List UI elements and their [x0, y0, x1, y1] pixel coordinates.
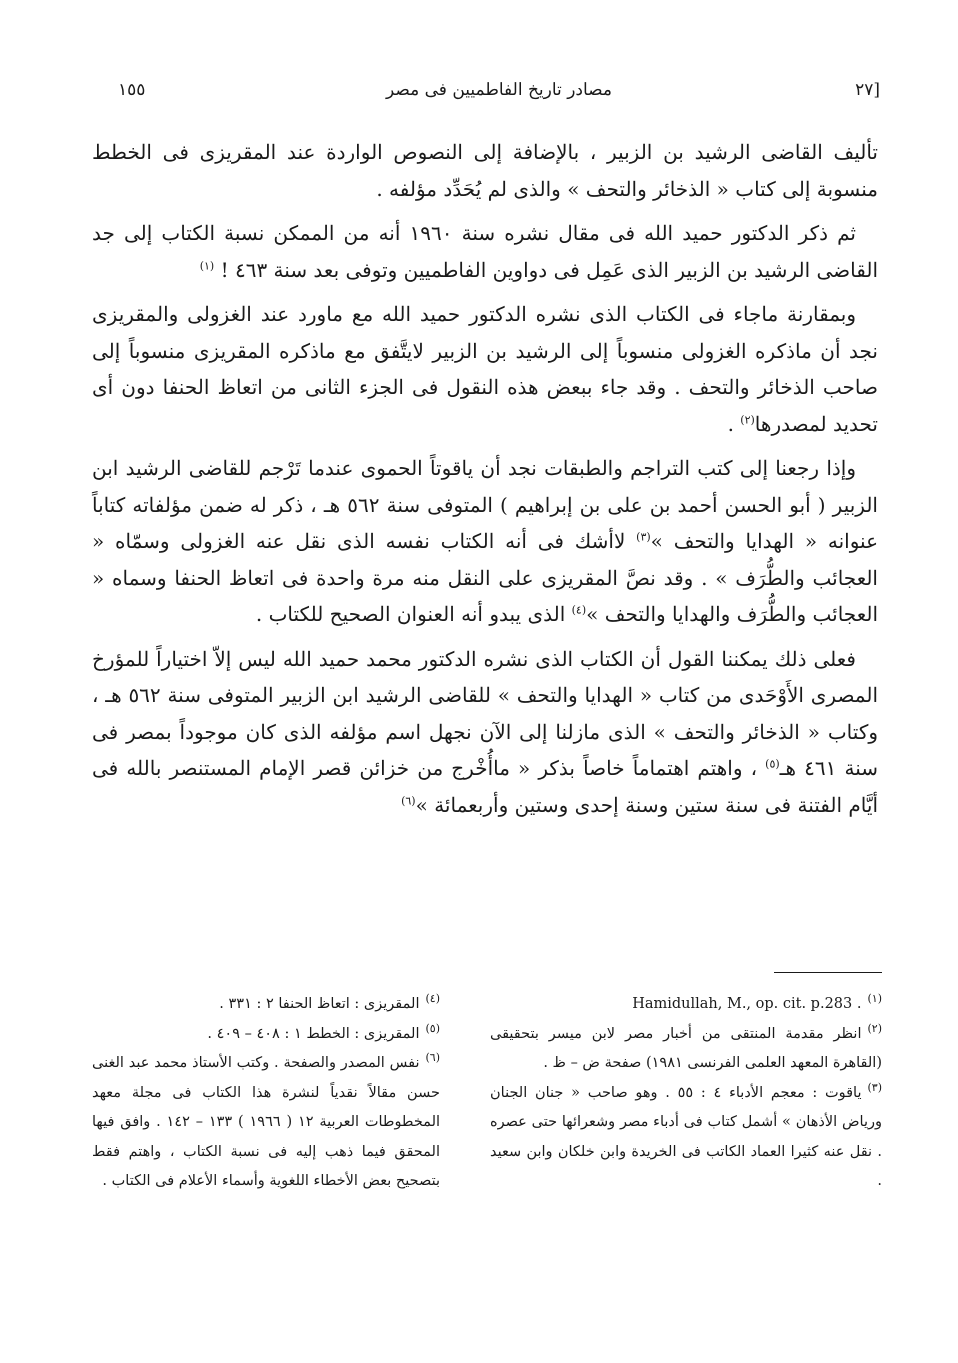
footnotes-left-column: [92, 990, 440, 1197]
paragraph: وبمقارنة ماجاء فى الكتاب الذى نشره الدكتور حميد الله مع ماورد عند الغزولى والمقريزى نجد أن ماذكره الغزولى منسوباً إلى الرشيد بن الزبير لايتَّفق مع ماذكره المقريزى منسوباً إلى صاحب الذخائر والتحف . وقد جاء ببعض هذه النقول فى الجزء الثانى من اتعاظ الحنفا دون أى تحديد لمصدرها$^{(٢)}$ .: [92, 302, 878, 436]
main-text: [92, 134, 878, 831]
paragraph: ثم ذكر الدكتور حميد الله فى مقال نشره سنة ١٩٦٠ أنه من الممكن نسبة الكتاب إلى جد القاضى الرشيد بن الزبير الذى عَمِل فى دواوين الفاطميين وتوفى بعد سنة ٤٦٣ ! $^{(١)}$: [92, 221, 878, 282]
footnote: $^{(١)}$Hamidullah, M., op. cit. p.283 .: [632, 992, 882, 1012]
footnote-ref: (٣): [636, 530, 651, 544]
running-title: مصادر تاريخ الفاطميين فى مصر: [385, 80, 612, 100]
footnote-ref: (٦): [401, 793, 416, 807]
footnote-ref: (٥): [765, 757, 780, 771]
footnote-ref: (٢): [740, 412, 755, 426]
footnote-ref: (١): [199, 258, 215, 272]
footnotes-right-column: [490, 990, 882, 1197]
chapter-marker: [٢٧: [855, 80, 880, 100]
footnote: $^{(٦)}$نفس المصدر والصفحة . وكتب الأستاذ محمد عبد الغنى حسن مقالاً نقدياً لنشرة هذا الكتاب فى مجلة معهد المخطوطات العربية ١٢ ( ١٩٦٦ ) ١٣٣ – ١٤٢ . وافق فيها المحقق فيما ذهب إليه فى نسبة الكتاب ، واهتم فقط بتصحيح بعض الأخطاء اللغوية وأسماء الأعلام فى الكتاب .: [92, 1051, 441, 1189]
footnote-separator: [774, 972, 882, 973]
page-number: ١٥٥: [118, 80, 146, 100]
footnote: $^{(٢)}$انظر مقدمة المنتقى من أخبار مصر لابن ميسر بتحقيقى (القاهرة المعهد العلمى الفرنسى ١٩٨١) صفحة ض – ظ .: [490, 1021, 882, 1071]
footnote-ref: (٤): [571, 603, 587, 617]
paragraph: فعلى ذلك يمكننا القول أن الكتاب الذى نشره الدكتور محمد حميد الله ليس إلاّ اختياراً للمؤرخ المصرى الأَوْحَدى من كتاب « الهدايا والتحف » للقاضى الرشيد ابن الزبير المتوفى سنة ٥٦٢ هـ ، وكتاب « الذخائر والتحف » الذى مازلنا إلى الآن نجهل اسم مؤلفه الذى كان موجوداً بمصر فى سنة ٤٦١ هـ$^{(٥)}$ ، واهتم اهتماماً خاصاً بذكر « ماأُخْرج من خزائن قصر الإمام المستنصر بالله فى أيَّام الفتنة فى سنة ستين وسنة إحدى وستين وأربعمائة »$^{(٦)}$: [92, 646, 878, 817]
page-header: [118, 80, 880, 110]
paragraph: تأليف القاضى الرشيد بن الزبير ، بالإضافة إلى النصوص الواردة عند المقريزى فى الخطط منسوبة إلى كتاب « الذخائر والتحف » والذى لم يُحَدِّد مؤلفه .: [92, 140, 878, 201]
footnote: $^{(٣)}$ياقوت : معجم الأدباء ٤ : ٥٥ . وهو صاحب « جنان الجنان ورياض الأذهان » أشمل كتاب فى أدباء مصر وشعرائها حتى عصره . نقل عنه كثيرا العماد الكاتب فى الخريدة وابن خلكان وابن سعيد .: [490, 1080, 882, 1189]
paragraph: وإذا رجعنا إلى كتب التراجم والطبقات نجد أن ياقوتاً الحموى عندما تَرْجم للقاضى الرشيد ابن الزبير ( أبو الحسن أحمد بن على بن إبراهيم ) المتوفى سنة ٥٦٢ هـ ، ذكر له ضمن مؤلفاته كتاباً عنوانه « الهدايا والتحف »$^{(٣)}$ لاأشك فى أنه الكتاب نفسه الذى نقل عنه الغزولى وسمّاه « العجائب والطُّرَف » . وقد نصَّ المقريزى على النقل منه مرة واحدة فى اتعاظ الحنفا وسماه « العجائب والطُّرَف والهدايا والتحف »$^{(٤)}$ الذى يبدو أنه العنوان الصحيح للكتاب .: [92, 456, 879, 626]
footnote: $^{(٤)}$المقريزى : اتعاظ الحنفا ٢ : ٣٣١ .: [219, 992, 440, 1012]
footnote: $^{(٥)}$المقريزى : الخطط ١ : ٤٠٨ – ٤٠٩ .: [207, 1021, 440, 1042]
